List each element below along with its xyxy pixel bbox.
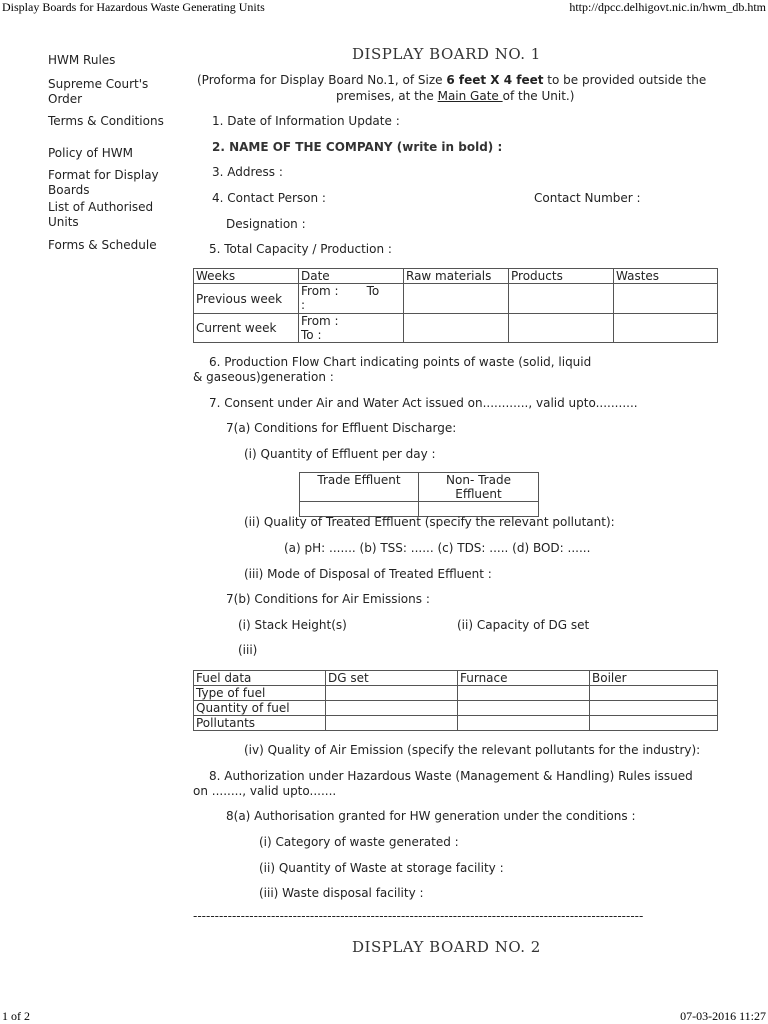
display-board-1-title: DISPLAY BOARD NO. 1 [352, 45, 541, 63]
item-hw-authorization-line2: on ........, valid upto....... [193, 784, 337, 798]
board-size: 6 feet X 4 feet [446, 73, 544, 87]
cell [614, 284, 718, 314]
item-total-capacity: 5. Total Capacity / Production : [209, 242, 392, 256]
display-board-2-title: DISPLAY BOARD NO. 2 [352, 938, 541, 956]
item-date-of-update: 1. Date of Information Update : [212, 114, 400, 128]
section-separator: -------------------------------------------------------------------------------------------------------- [193, 909, 644, 923]
sidebar-item-supreme-court-order[interactable]: Supreme Court's Order [48, 77, 149, 106]
row-quantity-of-fuel: Quantity of fuel [194, 701, 326, 716]
sidebar-item-authorised-units[interactable]: List of Authorised Units [48, 200, 154, 229]
item-air-emission-quality: (iv) Quality of Air Emission (specify the relevant pollutants for the industry): [244, 743, 701, 757]
col-furnace: Furnace [458, 671, 590, 686]
cell [509, 284, 614, 314]
cell [509, 314, 614, 343]
cell [326, 686, 458, 701]
cell [458, 716, 590, 731]
item-hw-authorization: 8. Authorization under Hazardous Waste (Management & Handling) Rules issued [209, 769, 693, 783]
table-row [194, 701, 718, 716]
weeks-table [193, 268, 718, 343]
col-products: Products [509, 269, 614, 284]
col-wastes: Wastes [614, 269, 718, 284]
cell [404, 284, 509, 314]
item-effluent-disposal: (iii) Mode of Disposal of Treated Effluent : [244, 567, 492, 581]
item-waste-disposal: (iii) Waste disposal facility : [259, 886, 424, 900]
row-pollutants: Pollutants [194, 716, 326, 731]
cell [458, 686, 590, 701]
sidebar-item-format-display-boards[interactable]: Format for Display Boards [48, 168, 159, 197]
contact-number-label: Contact Number : [534, 191, 641, 205]
cell [326, 716, 458, 731]
page-footer-page-number: 1 of 2 [2, 1009, 30, 1023]
item-consent: 7. Consent under Air and Water Act issued on............, valid upto........... [209, 396, 638, 410]
cell [458, 701, 590, 716]
row-previous-week: Previous week [194, 284, 299, 314]
table-row [194, 314, 718, 343]
previous-week-date: From : To : [299, 284, 404, 314]
col-weeks: Weeks [194, 269, 299, 284]
current-week-date: From : To : [299, 314, 404, 343]
item-stack-height: (i) Stack Height(s) [238, 618, 347, 632]
col-non-trade-effluent: Non- Trade Effluent [419, 473, 539, 502]
sidebar-item-terms-conditions[interactable]: Terms & Conditions [48, 114, 164, 128]
item-company-name: 2. NAME OF THE COMPANY (write in bold) : [212, 140, 503, 154]
item-waste-category: (i) Category of waste generated : [259, 835, 459, 849]
cell [326, 701, 458, 716]
item-flow-chart: 6. Production Flow Chart indicating points of waste (solid, liquid [209, 355, 592, 369]
effluent-quality-values: (a) pH: ....... (b) TSS: ...... (c) TDS: ..... (d) BOD: ...... [284, 541, 591, 555]
page-header-url: http://dpcc.delhigovt.nic.in/hwm_db.htm [569, 0, 766, 14]
item-dg-capacity: (ii) Capacity of DG set [457, 618, 590, 632]
item-hw-conditions: 8(a) Authorisation granted for HW generation under the conditions : [226, 809, 636, 823]
cell [590, 686, 718, 701]
sidebar-item-policy-hwm[interactable]: Policy of HWM [48, 146, 133, 160]
item-waste-storage: (ii) Quantity of Waste at storage facility : [259, 861, 504, 875]
proforma-note: (Proforma for Display Board No.1, of Size 6 feet X 4 feet to be provided outside the [197, 73, 707, 87]
col-fuel-data: Fuel data [194, 671, 326, 686]
cell [614, 314, 718, 343]
cell [590, 716, 718, 731]
col-date: Date [299, 269, 404, 284]
main-gate-link[interactable]: Main Gate [437, 89, 503, 103]
item-effluent-quantity: (i) Quantity of Effluent per day : [244, 447, 436, 461]
col-dg-set: DG set [326, 671, 458, 686]
proforma-note-line2: premises, at the Main Gate of the Unit.) [336, 89, 575, 103]
table-row [194, 686, 718, 701]
row-current-week: Current week [194, 314, 299, 343]
item-air-emissions: 7(b) Conditions for Air Emissions : [226, 592, 430, 606]
item-address: 3. Address : [212, 165, 283, 179]
cell [404, 314, 509, 343]
fuel-table [193, 670, 718, 731]
table-row [194, 716, 718, 731]
row-type-of-fuel: Type of fuel [194, 686, 326, 701]
cell [590, 701, 718, 716]
page-header-title: Display Boards for Hazardous Waste Generating Units [2, 0, 265, 14]
page-footer-timestamp: 07-03-2016 11:27 [680, 1009, 766, 1023]
effluent-table [299, 472, 539, 517]
item-flow-chart-line2: & gaseous)generation : [193, 370, 334, 384]
sidebar-item-hwm-rules[interactable]: HWM Rules [48, 53, 116, 67]
item-contact-person: 4. Contact Person : [212, 191, 326, 205]
col-trade-effluent: Trade Effluent [300, 473, 419, 502]
sidebar-item-forms-schedule[interactable]: Forms & Schedule [48, 238, 157, 252]
table-row [194, 284, 718, 314]
item-effluent-conditions: 7(a) Conditions for Effluent Discharge: [226, 421, 457, 435]
designation-label: Designation : [226, 217, 306, 231]
item-effluent-quality: (ii) Quality of Treated Effluent (specify the relevant pollutant): [244, 515, 615, 529]
item-iii: (iii) [238, 643, 258, 657]
col-raw-materials: Raw materials [404, 269, 509, 284]
col-boiler: Boiler [590, 671, 718, 686]
